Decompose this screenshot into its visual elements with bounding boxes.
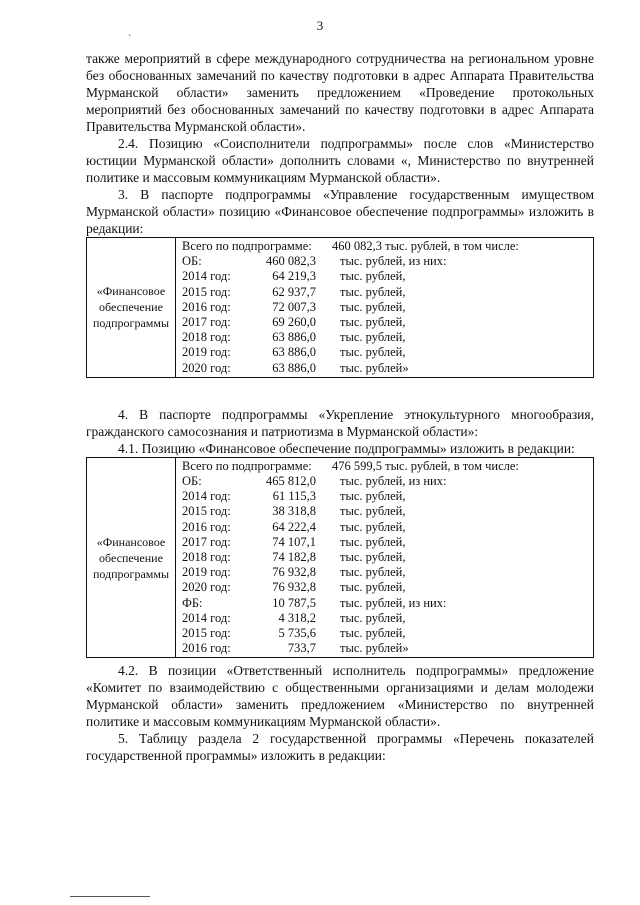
row-unit: тыс. рублей,: [340, 626, 406, 641]
row-unit: тыс. рублей,: [340, 534, 406, 549]
row-unit: тыс. рублей,: [340, 504, 406, 519]
row-label: 2014 год:: [182, 489, 231, 504]
financing-row: [182, 489, 593, 504]
total-row: [182, 239, 593, 254]
row-unit: тыс. рублей,: [340, 315, 406, 330]
row-amount: 76 932,8: [272, 565, 316, 580]
financing-table-2: [86, 457, 594, 659]
row-amount: 4 318,2: [278, 610, 316, 625]
row-amount: 10 787,5: [272, 595, 316, 610]
row-amount: 61 115,3: [272, 489, 316, 504]
row-unit: тыс. рублей, из них:: [340, 595, 447, 610]
financing-row: [182, 550, 593, 565]
paragraph: 3. В паспорте подпрограммы «Управление государственным имуществом Мурманской области» позицию «Финансовое обеспечение подпрограммы» изложить в редакции:: [86, 187, 594, 236]
total-label: Всего по подпрограмме:: [182, 458, 312, 473]
financing-values: [176, 457, 594, 658]
top-paragraphs: [86, 50, 594, 237]
row-unit: тыс. рублей,: [340, 519, 406, 534]
row-unit: тыс. рублей,: [340, 550, 406, 565]
row-unit: тыс. рублей,: [340, 580, 406, 595]
financing-label: «Финансовое обеспечение подпрограммы: [87, 457, 176, 658]
row-unit: тыс. рублей, из них:: [340, 254, 447, 269]
row-amount: 64 222,4: [272, 519, 316, 534]
financing-row: [182, 254, 593, 269]
row-unit: тыс. рублей,: [340, 610, 406, 625]
row-unit: тыс. рублей,: [340, 330, 406, 345]
financing-row: [182, 345, 593, 360]
paragraph: 4.1. Позицию «Финансовое обеспечение подпрограммы» изложить в редакции:: [118, 440, 575, 456]
financing-label: «Финансовое обеспечение подпрограммы: [87, 238, 176, 378]
financing-row: [182, 285, 593, 300]
row-amount: 72 007,3: [272, 299, 316, 314]
row-label: 2017 год:: [182, 534, 231, 549]
row-amount: 63 886,0: [272, 360, 316, 375]
paragraph: также мероприятий в сфере международного сотрудничества на региональном уровне без обоснованных замечаний по качеству подготовки в адрес Аппарата Правительства Мурманской области» заменить предложением «Проведение протокольных мероприятий без обоснованных замечаний по качеству подготовки в адрес Аппарата Правительства Мурманской области».: [86, 51, 594, 134]
paragraph: 5. Таблицу раздела 2 государственной программы «Перечень показателей государственной программы» изложить в редакции:: [86, 731, 594, 764]
row-amount: 460 082,3: [266, 254, 316, 269]
row-label: ОБ:: [182, 474, 202, 489]
row-amount: 5 735,6: [278, 626, 316, 641]
total-amount: 476 599,5 тыс. рублей, в том числе:: [332, 458, 519, 473]
financing-row: [182, 474, 593, 489]
financing-row: [182, 611, 593, 626]
financing-row: [182, 504, 593, 519]
row-label: 2014 год:: [182, 610, 231, 625]
row-amount: 62 937,7: [272, 284, 316, 299]
row-label: 2019 год:: [182, 345, 231, 360]
row-amount: 69 260,0: [272, 315, 316, 330]
financing-values: [176, 238, 594, 378]
row-unit: тыс. рублей, из них:: [340, 474, 447, 489]
row-label: 2019 год:: [182, 565, 231, 580]
row-label: 2020 год:: [182, 360, 231, 375]
financing-row: [182, 330, 593, 345]
financing-row: [182, 361, 593, 376]
footnote-rule: [70, 896, 150, 897]
row-amount: 74 107,1: [272, 534, 316, 549]
row-unit: тыс. рублей,: [340, 269, 406, 284]
document-body: [86, 50, 594, 764]
row-label: 2017 год:: [182, 315, 231, 330]
financing-row: [182, 520, 593, 535]
row-unit: тыс. рублей,: [340, 489, 406, 504]
financing-table-1: [86, 237, 594, 378]
row-unit: тыс. рублей,: [340, 284, 406, 299]
row-label: 2015 год:: [182, 626, 231, 641]
financing-row: [182, 269, 593, 284]
row-unit: тыс. рублей,: [340, 565, 406, 580]
financing-row: [182, 626, 593, 641]
row-amount: 733,7: [287, 641, 316, 656]
financing-row: [182, 300, 593, 315]
row-amount: 63 886,0: [272, 345, 316, 360]
row-amount: 38 318,8: [272, 504, 316, 519]
row-label: ОБ:: [182, 254, 202, 269]
row-unit: тыс. рублей»: [340, 360, 409, 375]
total-row: [182, 459, 593, 474]
financing-row: [182, 565, 593, 580]
row-label: 2018 год:: [182, 330, 231, 345]
row-unit: тыс. рублей,: [340, 299, 406, 314]
row-label: 2020 год:: [182, 580, 231, 595]
bottom-paragraphs: [86, 662, 594, 764]
financing-row: [182, 641, 593, 656]
row-unit: тыс. рублей,: [340, 345, 406, 360]
financing-row: [182, 535, 593, 550]
row-label: 2016 год:: [182, 299, 231, 314]
row-label: 2015 год:: [182, 504, 231, 519]
total-label: Всего по подпрограмме:: [182, 239, 312, 253]
row-label: 2016 год:: [182, 641, 231, 656]
page-number: 3: [316, 18, 324, 33]
row-unit: тыс. рублей»: [340, 641, 409, 656]
row-amount: 63 886,0: [272, 330, 316, 345]
row-amount: 76 932,8: [272, 580, 316, 595]
row-label: 2015 год:: [182, 284, 231, 299]
stray-mark: `: [128, 34, 132, 45]
row-label: 2018 год:: [182, 550, 231, 565]
row-amount: 465 812,0: [266, 474, 316, 489]
row-amount: 64 219,3: [272, 269, 316, 284]
total-amount: 460 082,3 тыс. рублей, в том числе:: [332, 239, 519, 253]
financing-row: [182, 596, 593, 611]
financing-row: [182, 315, 593, 330]
row-amount: 74 182,8: [272, 550, 316, 565]
row-label: 2016 год:: [182, 519, 231, 534]
row-label: ФБ:: [182, 595, 203, 610]
middle-paragraphs: [86, 406, 594, 457]
paragraph: 4.2. В позиции «Ответственный исполнитель подпрограммы» предложение «Комитет по взаимодействию с общественными организациями и делам молодежи Мурманской области» заменить предложением «Министерство по внутренней политике и массовым коммуникациям Мурманской области».: [86, 663, 594, 730]
row-label: 2014 год:: [182, 269, 231, 284]
paragraph: 4. В паспорте подпрограммы «Укрепление этнокультурного многообразия, гражданского самосознания и патриотизма в Мурманской области»:: [86, 406, 594, 439]
paragraph: 2.4. Позицию «Соисполнители подпрограммы» после слов «Министерство юстиции Мурманской области» дополнить словами «, Министерство по внутренней политике и массовым коммуникациям Мурманской области».: [86, 136, 594, 185]
financing-row: [182, 580, 593, 595]
